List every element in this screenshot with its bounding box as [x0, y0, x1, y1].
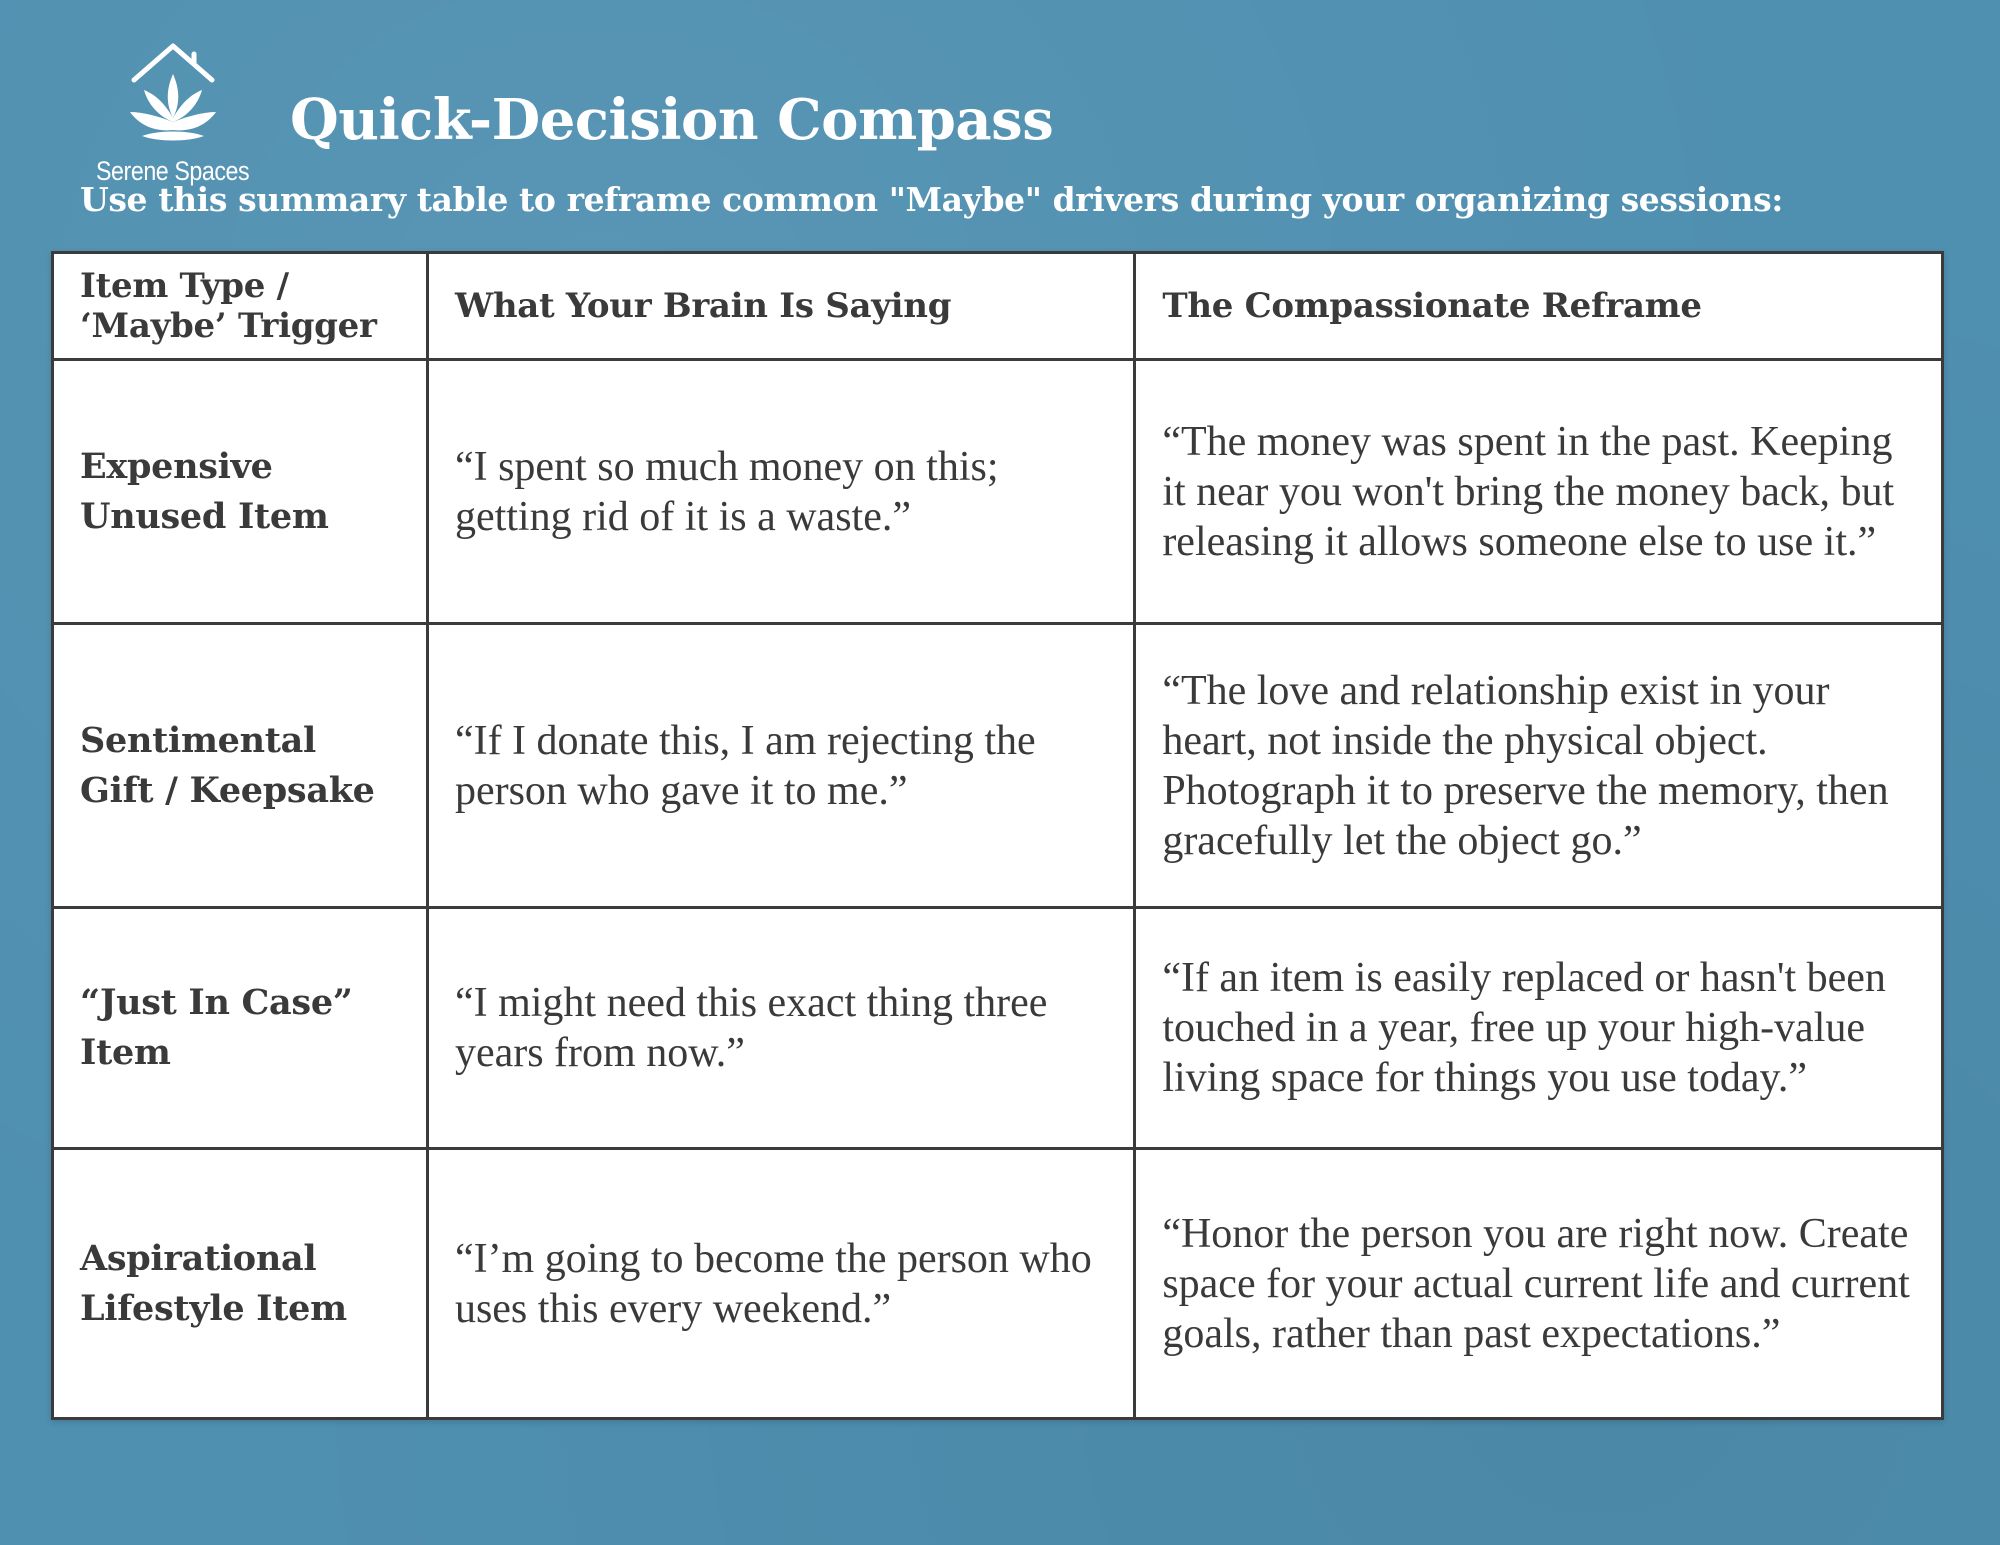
- header-brain-saying: What Your Brain Is Saying: [427, 253, 1134, 360]
- house-lotus-icon: [128, 40, 218, 156]
- header-item-type: Item Type / ‘Maybe’ Trigger: [53, 253, 428, 360]
- item-type-cell: Aspirational Lifestyle Item: [53, 1149, 428, 1419]
- item-type-cell: “Just In Case” Item: [53, 908, 428, 1149]
- header-compassionate-reframe: The Compassionate Reframe: [1135, 253, 1943, 360]
- table-header-row: [53, 253, 1943, 360]
- table-row: [53, 1149, 1943, 1419]
- table-row: [53, 360, 1943, 624]
- page-title: Quick-Decision Compass: [290, 87, 1054, 153]
- reframe-cell: “If an item is easily replaced or hasn't been touched in a year, free up your high-value living space for things you use today.”: [1135, 908, 1943, 1149]
- brand-name: Serene Spaces: [96, 156, 250, 186]
- item-type-cell: Expensive Unused Item: [53, 360, 428, 624]
- brain-saying-cell: “I might need this exact thing three years from now.”: [427, 908, 1134, 1149]
- reframe-cell: “Honor the person you are right now. Create space for your actual current life and current goals, rather than past expectations.”: [1135, 1149, 1943, 1419]
- page-subtitle: Use this summary table to reframe common "Maybe" drivers during your organizing sessions:: [80, 180, 1784, 219]
- table-row: [53, 908, 1943, 1149]
- reframe-cell: “The love and relationship exist in your heart, not inside the physical object. Photograph it to preserve the memory, then gracefully let the object go.”: [1135, 624, 1943, 908]
- reframe-cell: “The money was spent in the past. Keeping it near you won't bring the money back, but releasing it allows someone else to use it.”: [1135, 360, 1943, 624]
- table-row: [53, 624, 1943, 908]
- decision-table: [51, 251, 1944, 1420]
- brain-saying-cell: “If I donate this, I am rejecting the person who gave it to me.”: [427, 624, 1134, 908]
- brain-saying-cell: “I spent so much money on this; getting rid of it is a waste.”: [427, 360, 1134, 624]
- brain-saying-cell: “I’m going to become the person who uses this every weekend.”: [427, 1149, 1134, 1419]
- brand-logo: [88, 40, 258, 186]
- item-type-cell: Sentimental Gift / Keepsake: [53, 624, 428, 908]
